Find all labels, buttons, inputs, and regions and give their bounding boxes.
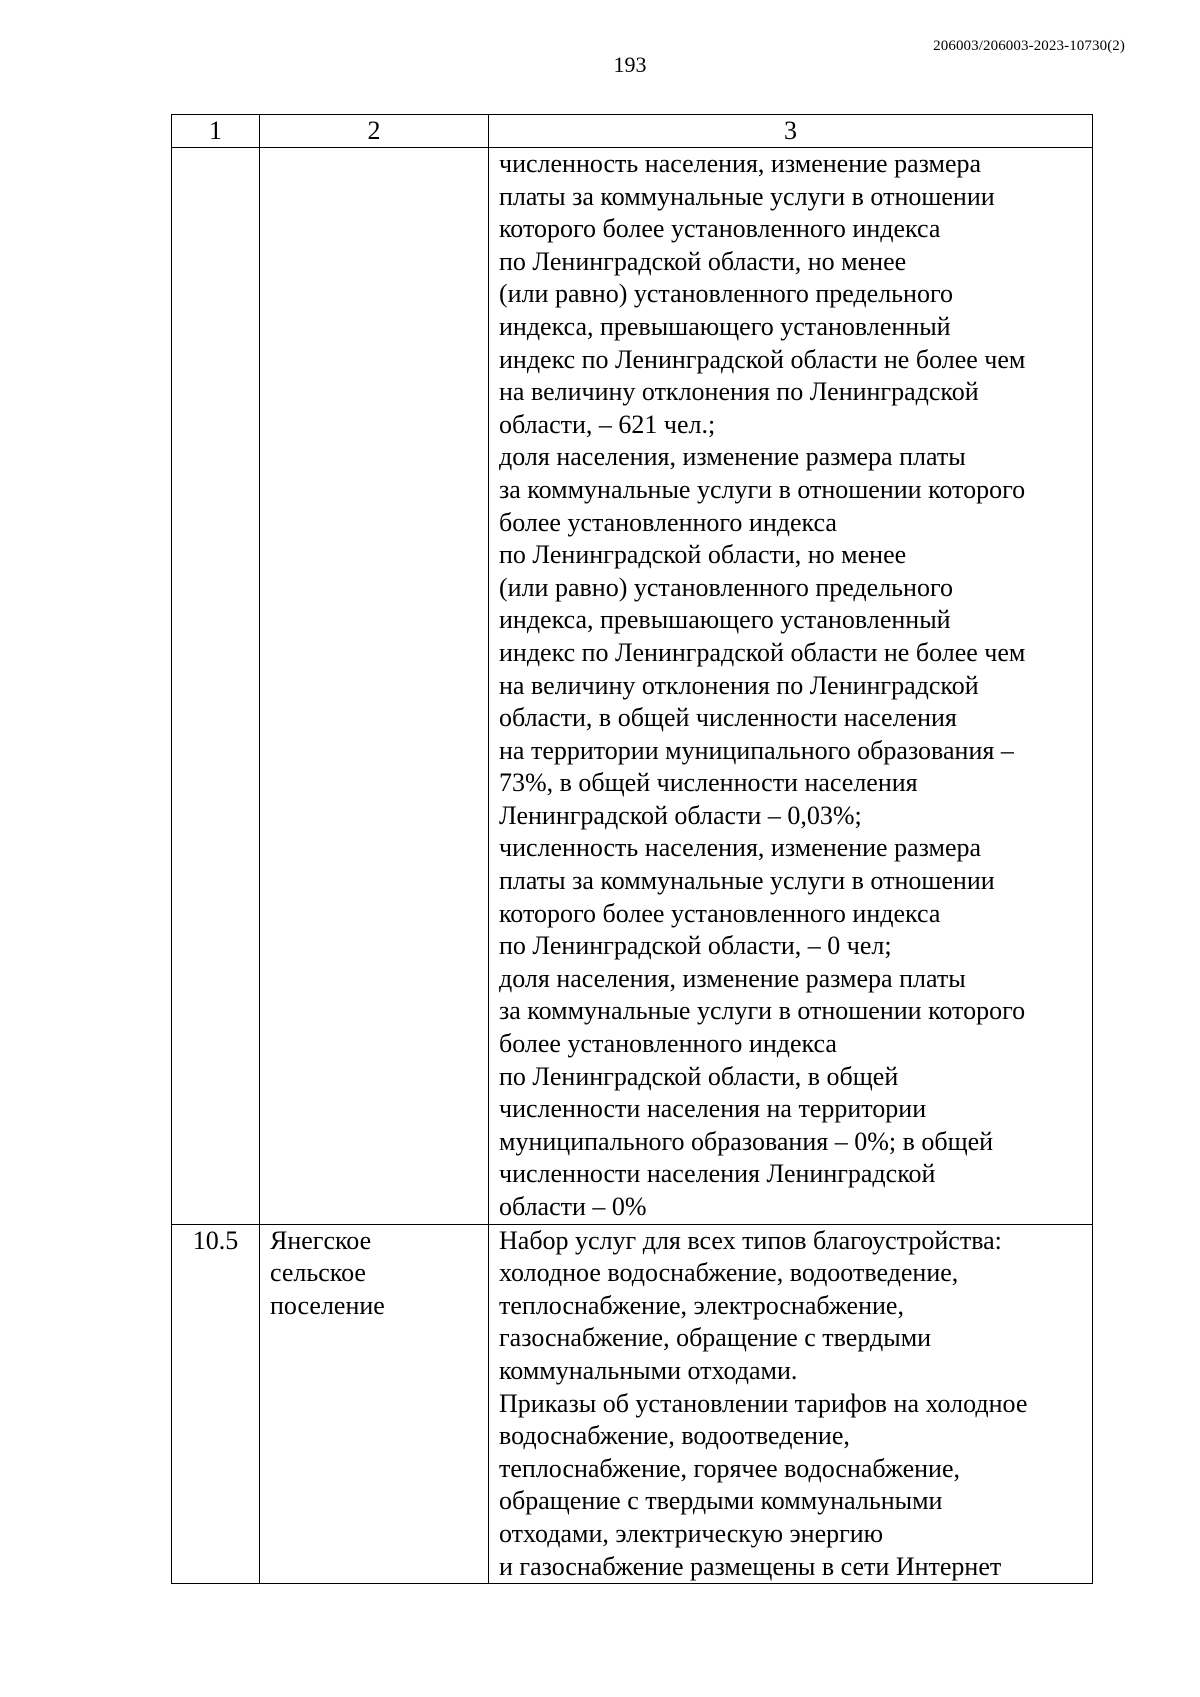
description-line: платы за коммунальные услуги в отношении <box>499 181 995 211</box>
description-line: Приказы об установлении тарифов на холодное <box>499 1388 1028 1418</box>
column-header-3: 3 <box>489 115 1093 148</box>
table-row <box>172 148 1093 1225</box>
description-line: на величину отклонения по Ленинградской <box>499 377 979 407</box>
description-line: Набор услуг для всех типов благоустройства: <box>499 1225 1002 1255</box>
document-id: 206003/206003-2023-10730(2) <box>933 38 1125 54</box>
description-line: обращение с твердыми коммунальными <box>499 1486 943 1516</box>
description-line: по Ленинградской области, – 0 чел; <box>499 931 892 961</box>
description-line: холодное водоснабжение, водоотведение, <box>499 1258 959 1288</box>
description-line: отходами, электрическую энергию <box>499 1518 884 1548</box>
description-line: на величину отклонения по Ленинградской <box>499 670 979 700</box>
description-line: по Ленинградской области, но менее <box>499 246 907 276</box>
description-line: области, – 621 чел.; <box>499 409 716 439</box>
settlement-name-cell <box>260 1224 489 1584</box>
description-line: водоснабжение, водоотведение, <box>499 1421 850 1451</box>
description-cell <box>489 148 1093 1225</box>
settlement-name-line: Янегское <box>270 1225 372 1255</box>
table-row <box>172 1224 1093 1584</box>
description-line: (или равно) установленного предельного <box>499 572 953 602</box>
description-line: теплоснабжение, горячее водоснабжение, <box>499 1453 961 1483</box>
description-line: более установленного индекса <box>499 1029 837 1059</box>
description-line: теплоснабжение, электроснабжение, <box>499 1290 904 1320</box>
description-line: за коммунальные услуги в отношении которого <box>499 474 1026 504</box>
description-line: доля населения, изменение размера платы <box>499 442 966 472</box>
description-line: численность населения, изменение размера <box>499 149 982 178</box>
description-line: области, в общей численности населения <box>499 703 957 733</box>
column-header-1: 1 <box>172 115 260 148</box>
description-line: и газоснабжение размещены в сети Интернет <box>499 1551 1002 1581</box>
page-number: 193 <box>613 52 647 77</box>
description-cell <box>489 1224 1093 1584</box>
description-line: численности населения на территории <box>499 1094 927 1124</box>
description-line: газоснабжение, обращение с твердыми <box>499 1323 932 1353</box>
row-number-cell: 10.5 <box>172 1224 260 1584</box>
description-line: которого более установленного индекса <box>499 214 941 244</box>
description-line: коммунальными отходами. <box>499 1355 798 1385</box>
description-line: более установленного индекса <box>499 507 837 537</box>
column-header-2: 2 <box>260 115 489 148</box>
description-line: Ленинградской области – 0,03%; <box>499 800 862 830</box>
description-line: индекса, превышающего установленный <box>499 605 951 635</box>
description-line: индекс по Ленинградской области не более чем <box>499 637 1026 667</box>
description-line: численности населения Ленинградской <box>499 1159 936 1189</box>
settlement-name-line: поселение <box>270 1290 385 1320</box>
description-line: по Ленинградской области, в общей <box>499 1061 899 1091</box>
description-line: 73%, в общей численности населения <box>499 768 918 798</box>
description-line: которого более установленного индекса <box>499 898 941 928</box>
description-line: индекс по Ленинградской области не более чем <box>499 344 1026 374</box>
description-line: области – 0% <box>499 1192 647 1221</box>
description-line: за коммунальные услуги в отношении которого <box>499 996 1026 1026</box>
description-line: (или равно) установленного предельного <box>499 279 953 309</box>
description-line: по Ленинградской области, но менее <box>499 540 907 570</box>
table-header-row <box>172 115 1093 148</box>
description-line: муниципального образования – 0%; в общей <box>499 1126 994 1156</box>
description-line: индекса, превышающего установленный <box>499 311 951 341</box>
description-line: на территории муниципального образования – <box>499 735 1014 765</box>
settlement-name-line: сельское <box>270 1258 366 1288</box>
settlement-name-cell <box>260 148 489 1225</box>
description-line: доля населения, изменение размера платы <box>499 963 966 993</box>
description-line: численность населения, изменение размера <box>499 833 982 863</box>
document-table <box>171 114 1093 1584</box>
description-line: платы за коммунальные услуги в отношении <box>499 866 995 896</box>
row-number-cell <box>172 148 260 1225</box>
